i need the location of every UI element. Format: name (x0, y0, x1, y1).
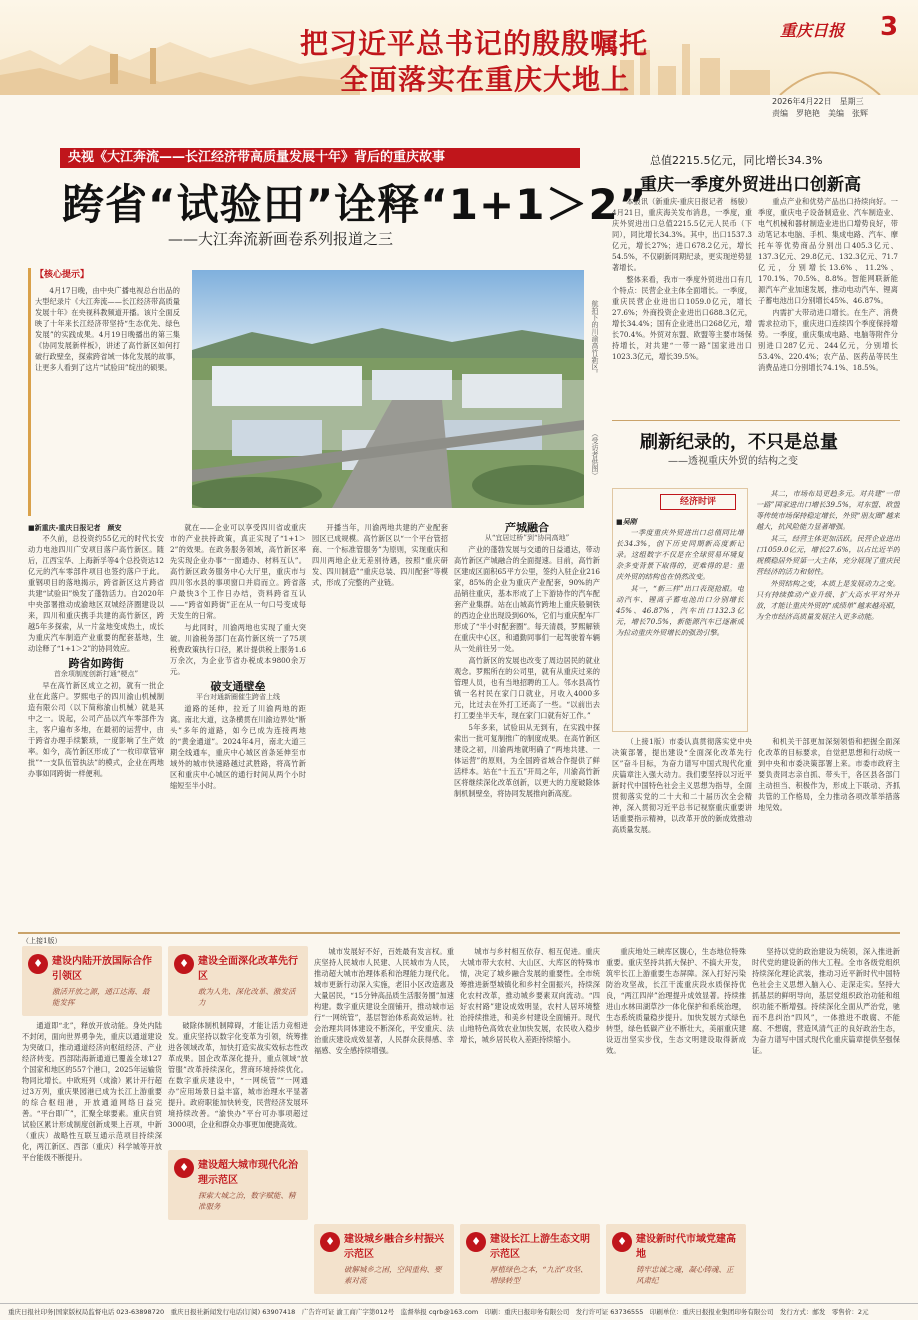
trade-body-3: 重点产业和优势产品出口持续向好。一季度，重庆电子设备制造业、汽车制造业、电气机械和器材制造业进出口增势良好，带动笔记本电脑、手机、集成电路、汽车、摩托车等优势商品分别出口405.3亿元、137.3亿元、29.8亿元、132.3亿元、71.7亿元，分别增长13.6%、11.2%、170.1%、70.5%、8.8%。智能网联新能源汽车产业加速发展，推动电动汽车、锂离子蓄电池出口分别增长45%、46.87%。 (758, 197, 898, 305)
section-2-title: 破支通壁垒 (210, 680, 266, 693)
summary-tag: 【核心提示】 (35, 270, 90, 280)
paper-name: 重庆日报 (780, 21, 845, 40)
block-5-banner (460, 1224, 600, 1294)
record-column-3 (612, 736, 752, 926)
block-5-motto: 厚植绿色之本，“九治”攻坚、增绿转型 (490, 1265, 588, 1285)
trade-body-4: 内需扩大带动进口增长。在生产、消费需求拉动下，重庆进口连续四个季度保持增势。一季度，重庆集成电路、电脑等附件分别进口287亿元、244亿元，分别增长53.4%、220.4%；农产品、医药品等民生消费品进口分别增长74.1%、18.5%。 (758, 308, 898, 372)
lead-column-1 (28, 522, 164, 930)
page-title: 跨省“试验田”诠释“1+1＞2” (62, 180, 648, 229)
skyline-illustration (610, 40, 910, 95)
issue-date: 2026年4月22日 星期三 (772, 97, 864, 106)
block-3-motto: 探索大城之治，数字赋能、精准服务 (198, 1191, 296, 1211)
block-1-text: 通道即“北”，释放开放动能。身处内陆不封闭，面向世界勇争先，重庆以通道建设为突破口，推动通道经济向枢纽经济、产业经济转变。西部陆海新通道已覆盖全球127个国家和地区的557个港口，2025年运输货物同比增长。中欧班列（成渝）累计开行超过3万列，重庆果园港已成为长江上游重要的综合枢纽港，开放通道网络日益完善。“平台即广”，汇聚全球要素。重庆自贸试验区累计形成制度创新成果上百项，中新（重庆）战略性互联互通示范项目持续深化，两江新区、西部（重庆）科学城等开放平台能级不断提升。 (22, 1021, 162, 1162)
trade-body-2: 整体来看，我市一季度外贸进出口有几个特点：民营企业主体全面增长。一季度，重庆民营企业进出口1059.0亿元，增长27.6%；外商投资企业进出口688.3亿元，增长34.4%；国有企业进出口268亿元，增长70.4%。外贸对东盟、欧盟等主要市场保持增长，对共建“一带一路”国家进出口1023.3亿元，增长39.5%。 (612, 275, 752, 361)
lead-body-9: 5年多来，试验田从无到有，在实践中探索出一批可复制推广的制度成果。在高竹新区建设之初，川渝两地就明确了“两地共建、一体运营”的原则，为全国跨省域合作提供了鲜活样本。站在“十五五”开局之年，川渝高竹新区将继续深化改革创新，以更大的力度破除体制机制壁垒，将协同发展推向新高度。 (454, 723, 600, 798)
record-column-1 (616, 516, 744, 726)
block-6-icon: ♦ (612, 1232, 632, 1252)
lead-body-4: 与此同时，川渝两地也实现了重大突破。川渝税务部门在高竹新区统一了75项税费政策执行口径，累计提供税上服务1.6万余次，为企业节省办税成本9800余万元。 (170, 623, 306, 676)
record-title: 刷新纪录的，不只是总量 (640, 432, 838, 453)
section-3-title: 产城融合 (505, 522, 549, 534)
lead-byline: ■新重庆-重庆日报记者 颜安 (28, 523, 122, 532)
block-2-text: 破除体制机制障碍，才能让活力竞相迸发。重庆坚持以数字化变革为引领，统筹推进各领域改革，加快打造实战实效标志性改革成果。国企改革深化提升，重点领域“放管服”改革持续深化，营商环境持续优化。在数字重庆建设中，“一网统管”“一网通办”应用场景日益丰富，城市治理水平显著提升。政府职能加快转变，民营经济发展环境持续改善。“渝快办”平台可办事项超过3000项，企业和群众办事更加便捷高效。 (168, 1021, 308, 1129)
section-1-subtitle: 首余项制度创新打通“梗点” (53, 670, 139, 678)
block-3-banner (168, 1150, 308, 1220)
lead-column-4 (454, 522, 600, 930)
record-subtitle: ——透视重庆外贸的结构之变 (668, 456, 798, 467)
block-6-motto: 铸牢忠诚之魂，凝心铸魂、正风肃纪 (636, 1265, 734, 1285)
block-2-title: 建设全面深化改革先行区 (198, 956, 298, 982)
block-6-text: 坚持以党的政治建设为统领，深入推进新时代党的建设新的伟大工程。全市各级党组织持续深化理论武装，推动习近平新时代中国特色社会主义思想入脑入心、走深走实。坚持大抓基层的鲜明导向，基层党组织政治功能和组织功能不断增强。持续深化全面从严治党，驰而不息纠治“四风”，一体推进不敢腐、不能腐、不想腐，营造风清气正的良好政治生态，为奋力谱写中国式现代化重庆篇章提供坚强保证。 (752, 947, 900, 1055)
series-band: 央视《大江奔流——长江经济带高质量发展十年》背后的重庆故事 (60, 148, 580, 168)
record-column-4 (758, 736, 900, 926)
record-body-7: 和机关干部更加深刻领悟和把握全面深化改革的目标要求，自觉把思想和行动统一到中央和市委决策部署上来。市委市政府主要负责同志亲自抓、带头干，各区县各部门主动担当、积极作为，形成上下联动、齐抓共管的工作格局，全力推动各项改革举措落地见效。 (758, 737, 900, 812)
header-banner (0, 0, 918, 95)
continued-label: （上接1版） (22, 937, 62, 945)
block-3-text: 城市发展好不好，百姓最有发言权。重庆坚持人民城市人民建、人民城市为人民，推动超大城市治理体系和治理能力现代化。城市更新行动深入实施，老旧小区改造惠及大量居民，“15分钟高品质生活服务圈”加速构建。数字重庆建设全面铺开，推动城市运行“一网统管”，基层智治体系高效运转。社会治理共同体建设不断深化，平安重庆、法治重庆建设成效显著，人民群众获得感、幸福感、安全感持续增强。 (314, 947, 454, 1055)
block-2-icon: ♦ (174, 954, 194, 974)
lead-body-7: 产业的蓬勃发展与交通的日益通达，带动高竹新区产城融合的全面提速。目前，高竹新区建成区面积65平方公里，签约入驻企业216家，85%的企业为重庆产业配套，90%的产品销往重庆，基本形成了上下游协作的汽车配套产业集群。站在山城高竹跨地上重庆般铜铁的西边企业出现设到60%，它们与重庆配车厂形成了“半小时配套圈”。每天清晨，罗熙解锁在重庆中心区，和通勤同事们一起驾驶着车辆从一处前往另一处。 (454, 545, 600, 653)
block-5-text: 重庆地处三峡库区腹心，生态地位特殊重要。重庆坚持共抓大保护、不搞大开发，筑牢长江上游重要生态屏障。深入打好污染防治攻坚战，长江干流重庆段水质保持优良，“两江四岸”治理提升成效显著。持续推进山水林田湖草沙一体化保护和系统治理，生态系统质量稳步提升。加快发展方式绿色转型，绿色低碳产业不断壮大，美丽重庆建设迈出坚实步伐，生态文明建设取得新成效。 (606, 947, 746, 1055)
block-5-icon: ♦ (466, 1232, 486, 1252)
trade-column-1 (612, 196, 752, 418)
page-subtitle: ——大江奔流新画卷系列报道之三 (168, 230, 394, 248)
record-body-5: 外贸结构之变，本质上是发展动力之变。只有持续推动产业升级、扩大高水平对外开放，才能让重庆外贸的“成绩单”越来越亮眼，为全市经济高质量发展注入更多动能。 (756, 579, 900, 621)
block-4-text: 城市与乡村相互依存、相互促进。重庆大城市带大农村、大山区、大库区的特殊市情，决定了城乡融合发展的重要性。全市统筹推进新型城镇化和乡村全面振兴，持续深化农村改革，推动城乡要素双向流动。“四好农村路”建设成效明显，农村人居环境整治持续推进，和美乡村建设全面铺开。现代山地特色高效农业加快发展，农民收入稳步增长，城乡居民收入差距持续缩小。 (460, 947, 600, 1044)
record-column-2 (756, 488, 900, 728)
photo-caption: 航拍下的川渝高竹新区。 (591, 300, 599, 377)
commentary-tag: 经济时评 (660, 494, 736, 510)
block-4-icon: ♦ (320, 1232, 340, 1252)
block-2-banner (168, 946, 308, 1016)
block-4-title: 建设城乡融合乡村振兴示范区 (344, 1234, 444, 1260)
photo-image (192, 270, 584, 508)
record-body-1: 一季度重庆外贸进出口总值同比增长34.3%，创下历史同期新高度新记录。这组数字不仅是在全球贸易环境复杂多变背景下取得的，更难得的是：重庆外贸的结构也在悄然改变。 (616, 528, 744, 581)
core-summary (28, 268, 184, 516)
section-1-title: 跨省如跨街 (68, 657, 124, 670)
block-1-icon: ♦ (28, 954, 48, 974)
block-6-banner (606, 1224, 746, 1294)
record-body-6: （上接1版）市委认真贯彻落实党中央决策部署，提出建设“全面深化改革先行区”奋斗目标，为奋力谱写中国式现代化重庆篇章注入强大动力。我们要坚持以习近平新时代中国特色社会主义思想为指导，全面贯彻落实党的二十大和二十届历次全会精神，深入贯彻习近平总书记视察重庆重要讲话重要指示精神，以改革开放的新成效推动高质量发展。 (612, 737, 752, 834)
trade-title: 重庆一季度外贸进出口创新高 (640, 175, 861, 195)
editors-line: 责编 罗艳艳 美编 张辉 (772, 109, 868, 118)
section-2-subtitle: 平台对通新圈催生跨省上线 (196, 693, 280, 701)
record-body-2: 其一，“新三样”出口表现抢眼。电动汽车、锂离子蓄电池出口分别增长45%、46.87%，汽车出口132.3亿元，增长70.5%，新能源汽车已逐渐成为拉动重庆外贸增长的强劲引擎。 (616, 584, 744, 637)
lead-body-6: 开播当年，川渝两地共建的产业配套园区已成规模。高竹新区以“一个平台管招商、一个标准管服务”为原则，实现重庆和四川两地企业无差别待遇，按照“重庆研发、四川制造”“重庆总装、四川配套”等模式，形成了完整的产业链。 (312, 523, 448, 587)
block-2-motto: 敢为人先、深化改革、激发活力 (198, 987, 296, 1007)
block-6-title: 建设新时代市域党建高地 (636, 1234, 736, 1260)
lead-body-3: 就在——企业可以享受四川省或重庆市的产业扶持政策，真正实现了“1+1＞2”的效果。在政务服务领域，高竹新区率先实现企业办事“一窗通办、材料互认”。高竹新区政务服务中心大厅里，重庆市与四川邻水县的事项窗口并肩而立。跨省落户最快3个工作日办结，资料跨省互认——“跨省如跨街”正在从一句口号变成每天发生的日常。 (170, 523, 306, 620)
block-1-title: 建设内陆开放国际合作引领区 (52, 956, 152, 982)
section-divider (18, 932, 900, 934)
page-number: 3 (880, 12, 899, 42)
block-1-motto: 激活开放之源，通江达海、最能发挥 (52, 987, 150, 1007)
block-4-motto: 破解城乡之困，空间重构、要素对流 (344, 1265, 442, 1285)
trade-column-2 (758, 196, 898, 418)
lead-body-1: 不久前，总投资约55亿元的时代长安动力电池四川广安项目落户高竹新区。随后，江西宝华、上海新孚等4个总投资达12亿元的汽车零部件项目也签约落户于此。重钢项目的落地揭示，跨省新区这片跨省共建“试验田”焕发了蓬勃活力。自2020年中央部署推动成渝地区双城经济圈建设以来，四川和重庆携手共建的高竹新区，跨越5年多探索，从一片盆地变成热土，成长为重庆汽车制造产业重要的配套基地，生动诠释了“1+1＞2”的协同效应。 (28, 534, 164, 653)
section-3-subtitle: 从“宜居过桥”到“协同高地” (484, 534, 570, 542)
divider (612, 420, 900, 421)
block-3-icon: ♦ (174, 1158, 194, 1178)
trade-body-1: 本报讯（新重庆-重庆日报记者 杨骏）4月21日，重庆海关发布消息，一季度，重庆外贸进出口总值2215.5亿元人民币（下同），同比增长34.3%。其中，出口1537.3亿元，增长27%；进口678.2亿元，增长54.5%，不仅刷新同期纪录，更实现逆势显著增长。 (612, 197, 752, 272)
photo-credit: （受访者供图） (591, 430, 599, 479)
footer-info: 重庆日报社印务|国家版权局监督电话 023-63898720 重庆日报社新闻发行电话(订阅) 63907418 广告许可证 渝工商广字第012号 监督举报 cqrb@163.com 印刷：重庆日报印务有限公司 发行许可证 63736555 印刷单位：重庆日报报业集团印务有限公司 发行方式：邮发 零售价：2元 (0, 1303, 918, 1320)
lead-body-2: 早在高竹新区成立之初，就有一批企业在此落户。罗熙电子的四川渝山机械制造有限公司（以下简称渝山机械）就是其中之一。说起，公司产品以汽车零部件为主，客户遍布多地，在最初的运营中，由于跨省办理手续繁琐，一度影响了生产效率。如今，高竹新区形成了“一枚印章管审批”“一支队伍管执法”的模式，企业在两地办事如同跨街一样便利。 (28, 681, 164, 778)
banner-line-1: 把习近平总书记的殷殷嘱托 (300, 27, 649, 60)
record-body-3: 其二，市场布局更趋多元。对共建“一带一路”国家进出口增长39.5%，对东盟、欧盟等传统市场保持稳定增长，外贸“朋友圈”越来越大，抗风险能力显著增强。 (756, 489, 900, 531)
lead-body-8: 高竹新区的发展也改变了周边居民的就业观念。罗熙所在的公司里，就有从重庆过来的管理人员，也有当地招聘的工人。邻水县高竹镇一名村民在家门口就业，月收入4000多元，比过去在外打工还高了一些。“以前出去打工要坐半天车，现在家门口就有好工作。” (454, 656, 600, 720)
trade-kicker: 总值2215.5亿元，同比增长34.3% (650, 154, 823, 167)
summary-text: 4月17日晚，由中央广播电视总台出品的大型纪录片《大江奔流——长江经济带高质量发展十年》在央视科教频道开播。该片全面反映了十年来长江经济带坚持“生态优先、绿色发展”的实践成果。4月19日晚播出的第三集《协同发展新样板》，讲述了高竹新区如何打破行政壁垒，探索跨省域一体化发展的故事，让更多人看到了这片“试验田”绽出的硕果。 (35, 286, 180, 372)
aerial-photo (192, 270, 584, 508)
block-4-banner (314, 1224, 454, 1294)
lead-column-2 (170, 522, 306, 930)
block-6-body (752, 946, 900, 1298)
record-byline: ■吴刚 (616, 517, 637, 526)
lead-body-5: 道路的延伸，拉近了川渝两地的距离。南北大道，这条横贯在川渝边界处“断头”多年的道路，如今已成为连接两地的“黄金通道”。2024年4月，南北大道三期全线通车，重庆中心城区首条延伸至市域外的城市快速路越过武胜路，将高竹新区和重庆中心城区的通行时间从两个小时缩短至半小时。 (170, 704, 306, 790)
block-3-title: 建设超大城市现代化治理示范区 (198, 1160, 298, 1186)
record-body-4: 其三，经营主体更加活跃。民营企业进出口1059.0亿元，增长27.6%，以占比近半的规模稳居外贸第一大主体，充分展现了重庆民营经济的活力和韧性。 (756, 534, 900, 576)
block-1-banner (22, 946, 162, 1016)
block-5-title: 建设长江上游生态文明示范区 (490, 1234, 590, 1260)
banner-line-2: 全面落实在重庆大地上 (340, 63, 631, 95)
block-1-body (22, 1020, 162, 1298)
lead-column-3 (312, 522, 448, 930)
